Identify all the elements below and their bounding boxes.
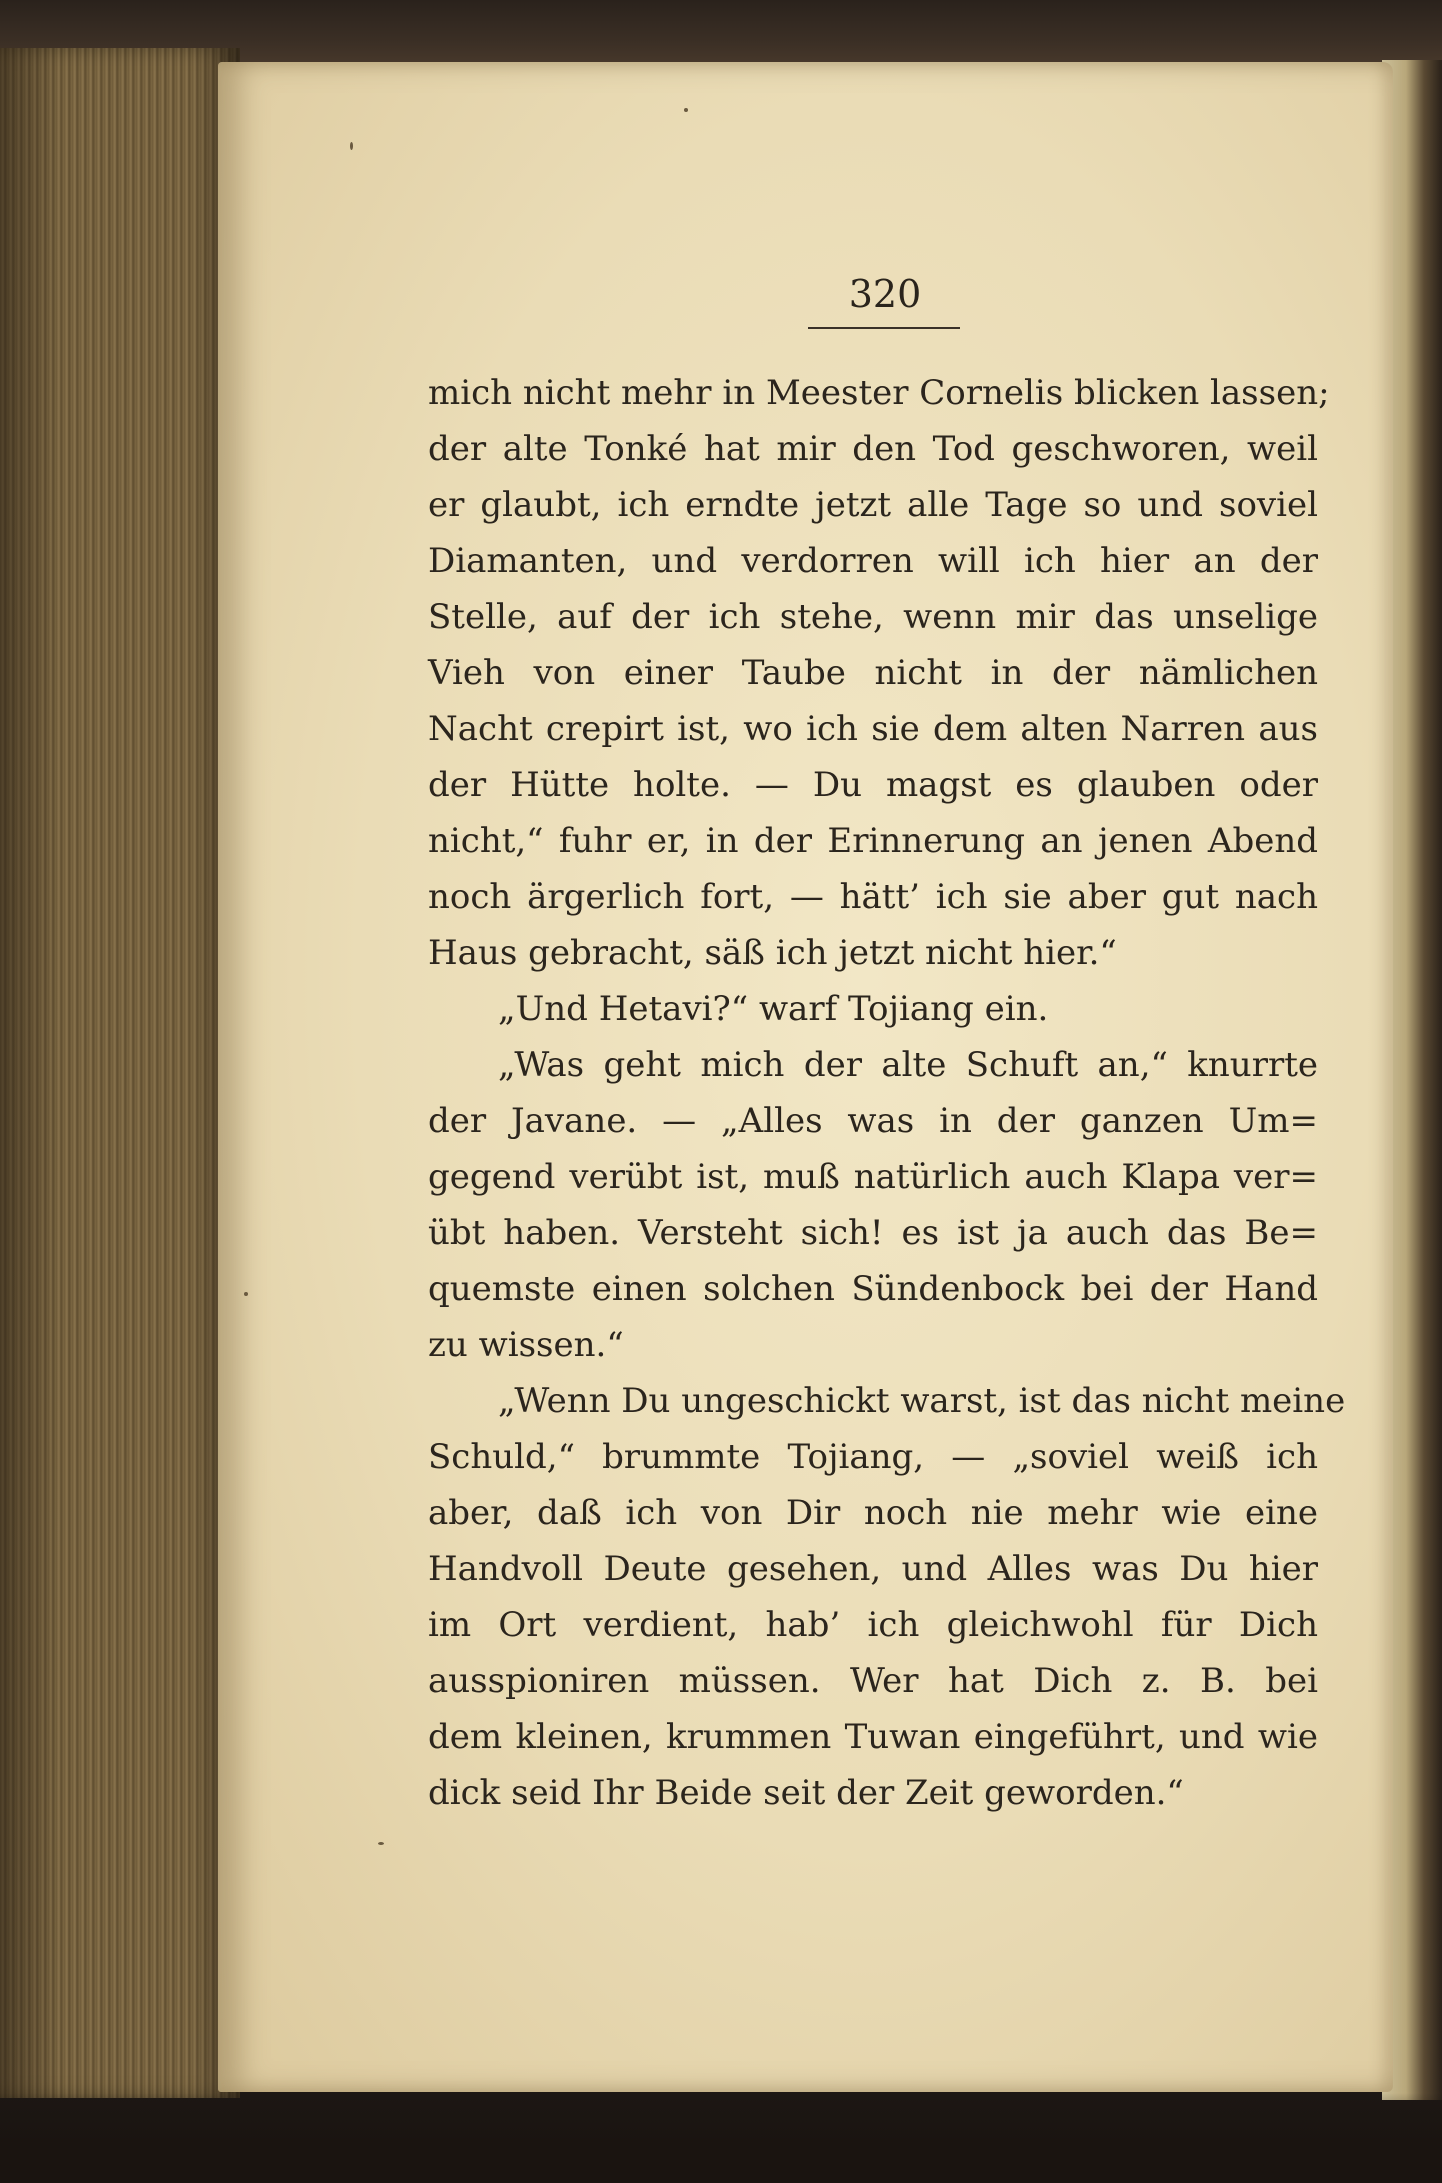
- paper-speck: [684, 108, 688, 112]
- text-line: Stelle, auf der ich stehe, wenn mir das unselige: [428, 597, 1318, 637]
- bottom-shadow: [0, 2093, 1442, 2183]
- paper-speck: [350, 142, 353, 150]
- text-line: zu wissen.“: [428, 1325, 624, 1365]
- text-line: gegend verübt ist, muß natürlich auch Klapa ver=: [428, 1157, 1318, 1197]
- text-line: Schuld,“ brummte Tojiang, — „soviel weiß ich: [428, 1437, 1318, 1477]
- text-line: „Was geht mich der alte Schuft an,“ knurrte: [498, 1045, 1318, 1085]
- text-line: übt haben. Versteht sich! es ist ja auch das Be=: [428, 1213, 1318, 1253]
- text-line: quemste einen solchen Sündenbock bei der Hand: [428, 1269, 1318, 1309]
- text-line: Nacht crepirt ist, wo ich sie dem alten Narren aus: [428, 709, 1318, 749]
- text-line: der alte Tonké hat mir den Tod geschworen, weil: [428, 429, 1318, 469]
- page-stack-shade: [0, 48, 240, 2098]
- text-line: dick seid Ihr Beide seit der Zeit geworden.“: [428, 1773, 1184, 1813]
- text-line: „Wenn Du ungeschickt warst, ist das nicht meine: [498, 1381, 1346, 1421]
- paper-speck: [244, 1292, 248, 1296]
- text-line: dem kleinen, krummen Tuwan eingeführt, und wie: [428, 1717, 1318, 1757]
- text-line: „Und Hetavi?“ warf Tojiang ein.: [498, 989, 1049, 1029]
- text-line: ausspioniren müssen. Wer hat Dich z. B. bei: [428, 1661, 1318, 1701]
- page-number: 320: [848, 272, 922, 316]
- text-line: Diamanten, und verdorren will ich hier an der: [428, 541, 1318, 581]
- text-line: der Hütte holte. — Du magst es glauben oder: [428, 765, 1318, 805]
- text-line: Vieh von einer Taube nicht in der nämlichen: [428, 653, 1318, 693]
- text-line: im Ort verdient, hab’ ich gleichwohl für Dich: [428, 1605, 1318, 1645]
- text-line: nicht,“ fuhr er, in der Erinnerung an jenen Abend: [428, 821, 1318, 861]
- body-text: [428, 365, 1346, 1821]
- text-line: der Javane. — „Alles was in der ganzen Um=: [428, 1101, 1318, 1141]
- text-line: Handvoll Deute gesehen, und Alles was Du hier: [428, 1549, 1318, 1589]
- text-line: noch ärgerlich fort, — hätt’ ich sie aber gut nach: [428, 877, 1318, 917]
- text-line: Haus gebracht, säß ich jetzt nicht hier.“: [428, 933, 1117, 973]
- text-line: mich nicht mehr in Meester Cornelis blicken lassen;: [428, 373, 1330, 413]
- paper-speck: [378, 1842, 384, 1845]
- text-line: er glaubt, ich erndte jetzt alle Tage so und soviel: [428, 485, 1318, 525]
- page-number-rule: [808, 327, 960, 329]
- text-line: aber, daß ich von Dir noch nie mehr wie eine: [428, 1493, 1318, 1533]
